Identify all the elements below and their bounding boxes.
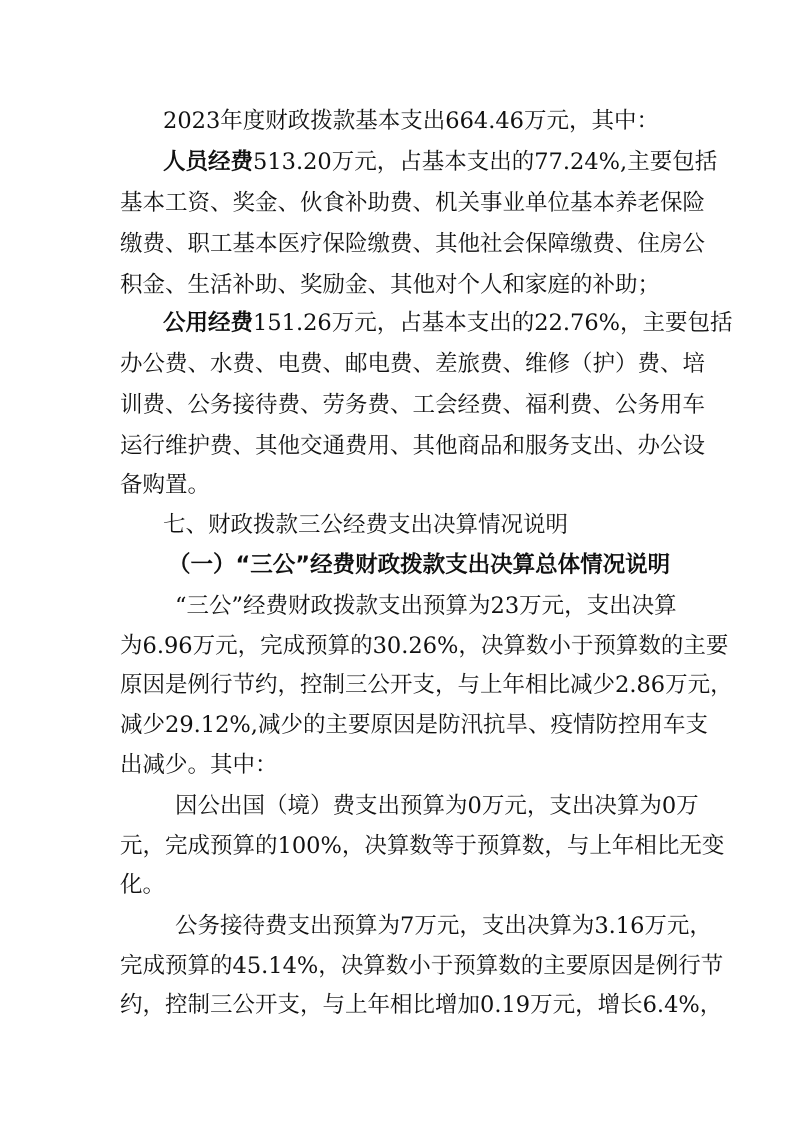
personnel-expense-label: 人员经费	[163, 149, 254, 175]
body-line: 减少29.12%,减少的主要原因是防汛抗旱、疫情防控用车支	[120, 712, 708, 738]
body-line: 约，控制三公开支，与上年相比增加0.19万元，增长6.4%，	[120, 992, 723, 1018]
body-line: 运行维护费、其他交通费用、其他商品和服务支出、办公设	[120, 433, 706, 459]
body-line: 元，完成预算的100%，决算数等于预算数，与上年相比无变	[120, 833, 725, 859]
body-line: 办公费、水费、电费、邮电费、差旅费、维修（护）费、培	[120, 351, 706, 377]
basic-expenditure-intro: 2023年度财政拨款基本支出664.46万元，其中：	[163, 108, 659, 134]
subsection-one-heading: （一）“三公”经费财政拨款支出决算总体情况说明	[168, 552, 671, 578]
three-public-overview: “三公”经费财政拨款支出预算为23万元，支出决算	[175, 593, 677, 619]
body-line: 原因是例行节约，控制三公开支，与上年相比减少2.86万元，	[120, 672, 733, 698]
section-seven-heading: 七、财政拨款三公经费支出决算情况说明	[163, 512, 569, 538]
body-line: 训费、公务接待费、劳务费、工会经费、福利费、公务用车	[120, 392, 706, 418]
body-line: 缴费、职工基本医疗保险缴费、其他社会保障缴费、住房公	[120, 231, 706, 257]
body-line: 为6.96万元，完成预算的30.26%，决算数小于预算数的主要	[120, 633, 729, 659]
body-line: 化。	[120, 872, 166, 898]
reception-expense-paragraph: 公务接待费支出预算为7万元，支出决算为3.16万元，	[175, 913, 712, 939]
body-line: 出减少。其中：	[120, 752, 278, 778]
personnel-expense-line: 人员经费513.20万元，占基本支出的77.24%,主要包括	[163, 149, 718, 175]
body-line: 基本工资、奖金、伙食补助费、机关事业单位基本养老保险	[120, 190, 706, 216]
body-line: 积金、生活补助、奖励金、其他对个人和家庭的补助；	[120, 272, 661, 298]
body-line: 备购置。	[120, 472, 211, 498]
public-expense-line: 公用经费151.26万元，占基本支出的22.76%，主要包括	[163, 310, 733, 336]
body-line: 完成预算的45.14%，决算数小于预算数的主要原因是例行节	[120, 953, 724, 979]
public-expense-label: 公用经费	[163, 310, 254, 336]
overseas-expense-paragraph: 因公出国（境）费支出预算为0万元，支出决算为0万	[175, 793, 699, 819]
